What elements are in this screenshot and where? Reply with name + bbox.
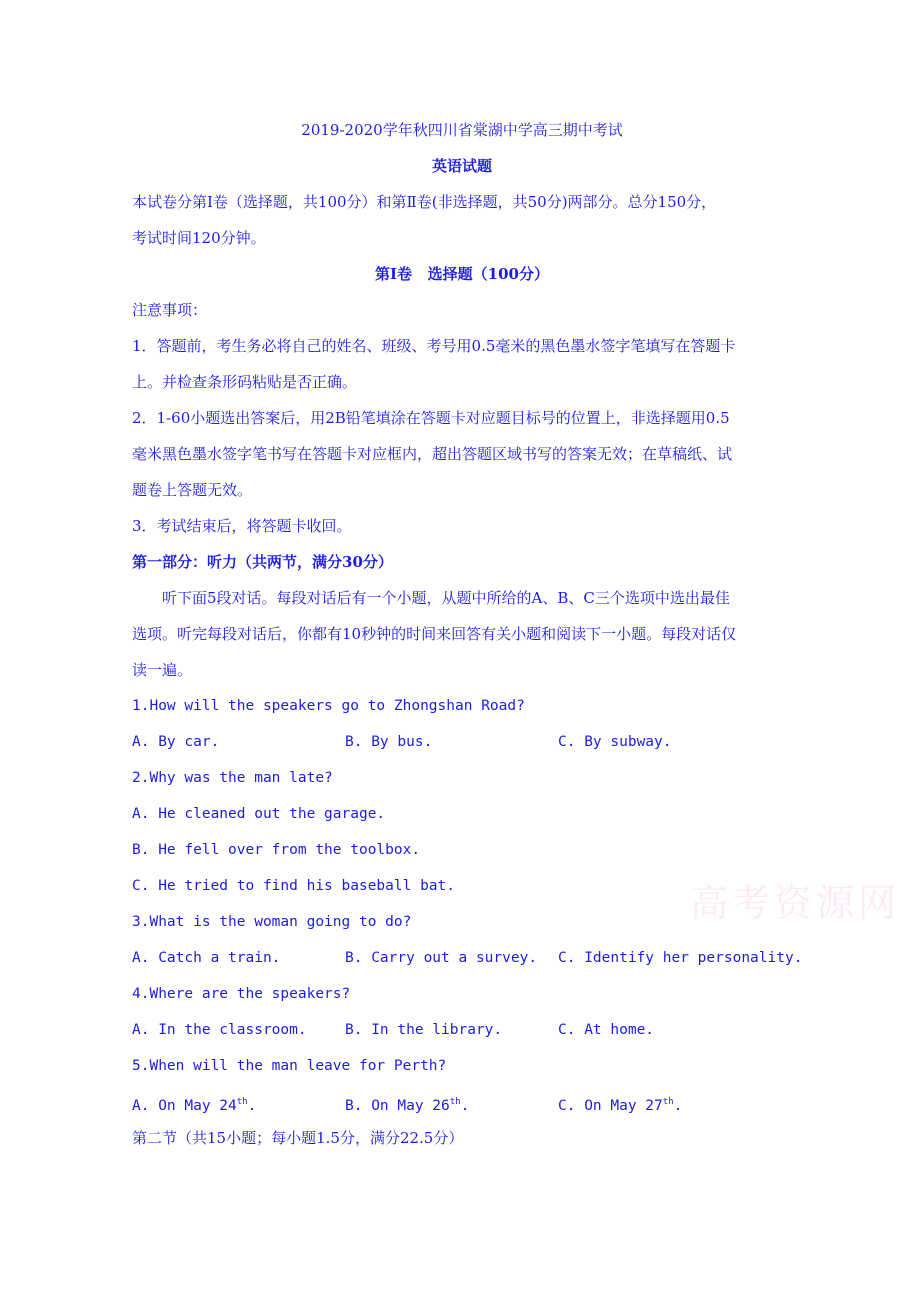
option-c: C. At home. bbox=[558, 1022, 655, 1038]
section1-heading: 第Ⅰ卷 选择题（100分） bbox=[375, 265, 549, 283]
question-2: 2.Why was the man late? bbox=[132, 770, 333, 786]
question-4: 4.Where are the speakers? bbox=[132, 986, 351, 1002]
option-a: A. Catch a train. bbox=[132, 950, 281, 966]
notes-line: 毫米黑色墨水签字笔书写在答题卡对应框内，超出答题区域书写的答案无效；在草稿纸、试 bbox=[132, 445, 733, 463]
exam-title: 2019-2020学年秋四川省棠湖中学高三期中考试 bbox=[301, 121, 623, 139]
notes-line: 上。并检查条形码粘贴是否正确。 bbox=[132, 373, 358, 391]
instruction-line: 读一遍。 bbox=[132, 661, 193, 679]
question-5: 5.When will the man leave for Perth? bbox=[132, 1058, 447, 1074]
option-b: B. Carry out a survey. bbox=[345, 950, 538, 966]
option-b: B. On May 26th. bbox=[345, 1097, 470, 1114]
option-a: A. By car. bbox=[132, 734, 220, 750]
notes-line: 1．答题前，考生务必将自己的姓名、班级、考号用0.5毫米的黑色墨水签字笔填写在答题卡 bbox=[132, 337, 736, 355]
intro-line: 考试时间120分钟。 bbox=[132, 229, 266, 247]
option-c: C. On May 27th. bbox=[558, 1097, 683, 1114]
option-c: C. By subway. bbox=[558, 734, 672, 750]
part1-heading: 第一部分：听力（共两节，满分30分） bbox=[132, 553, 393, 571]
section2-heading: 第二节（共15小题；每小题1.5分，满分22.5分） bbox=[132, 1129, 464, 1147]
notes-heading: 注意事项： bbox=[132, 301, 208, 319]
option-b: B. In the library. bbox=[345, 1022, 503, 1038]
question-3-options bbox=[132, 946, 803, 982]
question-3: 3.What is the woman going to do? bbox=[132, 914, 412, 930]
notes-line: 3．考试结束后，将答题卡收回。 bbox=[132, 517, 352, 535]
question-5-options bbox=[132, 1090, 792, 1126]
instruction-line: 听下面5段对话。每段对话后有一个小题，从题中所给的A、B、C三个选项中选出最佳 bbox=[162, 589, 730, 607]
intro-line: 本试卷分第Ⅰ卷（选择题，共100分）和第Ⅱ卷(非选择题，共50分)两部分。总分150分， bbox=[132, 193, 717, 211]
option-b: B. By bus. bbox=[345, 734, 433, 750]
notes-line: 题卷上答题无效。 bbox=[132, 481, 253, 499]
option-c: C. Identify her personality. bbox=[558, 950, 803, 966]
exam-subtitle: 英语试题 bbox=[431, 157, 492, 175]
option-a: A. In the classroom. bbox=[132, 1022, 307, 1038]
option-a: A. He cleaned out the garage. bbox=[132, 806, 386, 822]
question-4-options bbox=[132, 1018, 792, 1054]
option-c: C. He tried to find his baseball bat. bbox=[132, 878, 456, 894]
question-1: 1.How will the speakers go to Zhongshan Road? bbox=[132, 698, 525, 714]
watermark: 高考资源网 bbox=[690, 881, 901, 925]
notes-line: 2．1-60小题选出答案后，用2B铅笔填涂在答题卡对应题目标号的位置上，非选择题用0.5 bbox=[132, 409, 730, 427]
question-1-options bbox=[132, 730, 792, 766]
option-a: A. On May 24th. bbox=[132, 1097, 257, 1114]
option-b: B. He fell over from the toolbox. bbox=[132, 842, 421, 858]
instruction-line: 选项。听完每段对话后，你都有10秒钟的时间来回答有关小题和阅读下一小题。每段对话仅 bbox=[132, 625, 737, 643]
